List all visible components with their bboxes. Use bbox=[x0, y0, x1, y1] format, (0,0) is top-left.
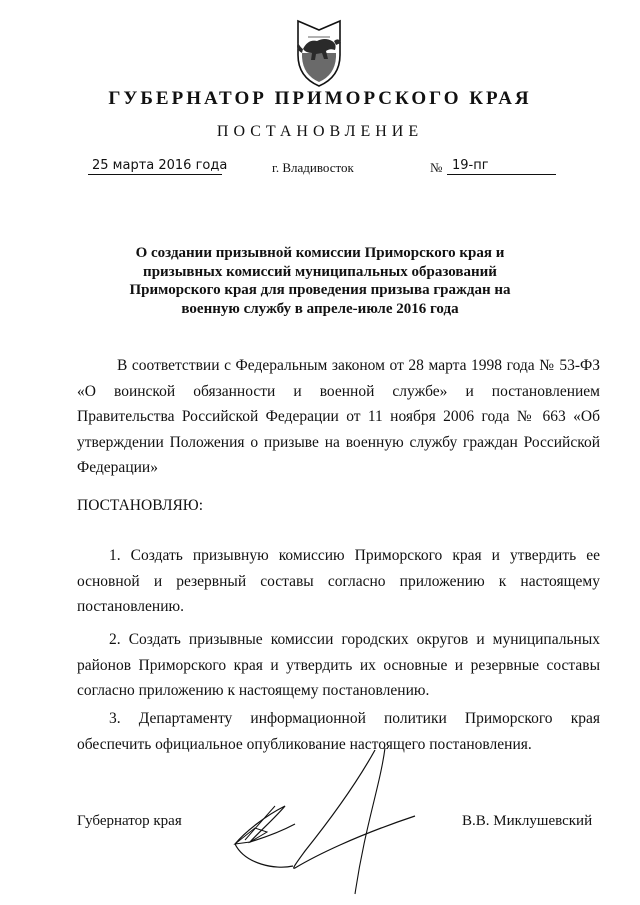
document-type: ПОСТАНОВЛЕНИЕ bbox=[216, 123, 424, 140]
number-label: № bbox=[430, 160, 443, 175]
signatory-position: Губернатор края bbox=[77, 813, 182, 829]
document-meta bbox=[0, 158, 640, 180]
preamble-paragraph: В соответствии с Федеральным законом от 28 марта 1998 года № 53-ФЗ «О воинской обязанности и военной службе» и постановлением Правительства Российской Федерации от 11 ноября 2006 года № 663 «Об утверждении Положения о призыве на военную службу граждан Российской Федерации» bbox=[77, 357, 600, 476]
primorsky-coat-of-arms-icon bbox=[290, 17, 348, 89]
document-date: 25 марта 2016 года bbox=[88, 158, 222, 175]
decree-word: ПОСТАНОВЛЯЮ: bbox=[77, 497, 204, 514]
signatory-name: В.В. Миклушевский bbox=[462, 813, 593, 829]
decree-item-3: 3. Департаменту информационной политики Приморского края обеспечить официальное опубликование настоящего постановления. bbox=[77, 710, 600, 753]
decree-item-2: 2. Создать призывные комиссии городских округов и муниципальных районов Приморского края и утвердить их основные и резервные составы согласно приложению к настоящему постановлению. bbox=[77, 631, 600, 699]
document-subject: О создании призывной комиссии Приморского края и призывных комиссий муниципальных образований Приморского края для проведения призыва граждан на военную службу в апреле-июле 2016 года bbox=[129, 245, 511, 317]
handwritten-signature bbox=[205, 746, 435, 896]
decree-item-1: 1. Создать призывную комиссию Приморского края и утвердить ее основной и резервный составы согласно приложению к настоящему постановлению. bbox=[77, 547, 600, 615]
document-city: г. Владивосток bbox=[272, 160, 354, 175]
document-number: 19-пг bbox=[447, 158, 556, 175]
authority-title: ГУБЕРНАТОР ПРИМОРСКОГО КРАЯ bbox=[108, 88, 532, 109]
